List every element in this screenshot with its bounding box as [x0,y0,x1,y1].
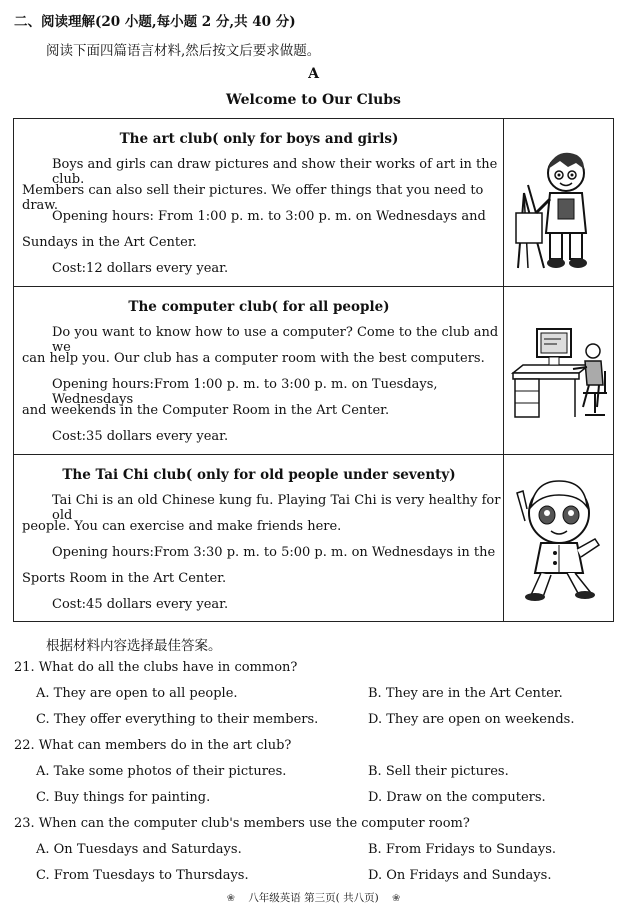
club-line: Boys and girls can draw pictures and show their works of art in the club. [52,157,498,187]
cartoon-kid-icon [504,455,613,621]
club-line: Cost:45 dollars every year. [52,597,229,612]
club-text-cell [14,119,504,286]
club-line: Opening hours:From 1:00 p. m. to 3:00 p. m. on Tuesdays, Wednesdays [52,377,438,407]
club-line: can help you. Our club has a computer room with the best computers. [22,351,485,366]
footer-text: 八年级英语 第三页( 共八页) [248,892,379,904]
club-row-art [14,119,613,287]
option-c: C. They offer everything to their members. [36,712,319,727]
flower-ornament-icon: ❀ [392,893,401,904]
questions-instruction: 根据材料内容选择最佳答案。 [46,638,222,654]
club-row-taichi [14,455,613,621]
passage-letter: A [308,66,319,82]
club-line: Members can also sell their pictures. We offer things that you need to draw. [22,183,484,213]
option-a: A. Take some photos of their pictures. [36,764,287,779]
club-title: The computer club( for all people) [128,299,390,315]
club-line: Do you want to know how to use a computer? Come to the club and we [52,325,499,355]
question-stem: 21. What do all the clubs have in common? [14,660,298,675]
option-b: B. Sell their pictures. [368,764,509,779]
club-line: Opening hours:From 3:30 p. m. to 5:00 p. m. on Wednesdays in the [52,545,496,560]
page-footer [0,890,627,905]
club-title: The art club( only for boys and girls) [119,131,399,147]
section-instruction: 阅读下面四篇语言材料,然后按文后要求做题。 [46,43,321,59]
club-line: Sundays in the Art Center. [22,235,197,250]
question-stem: 22. What can members do in the art club? [14,738,292,753]
option-d: D. They are open on weekends. [368,712,575,727]
club-line: Cost:35 dollars every year. [52,429,229,444]
club-line: Cost:12 dollars every year. [52,261,229,276]
option-a: A. On Tuesdays and Saturdays. [36,842,242,857]
club-line: and weekends in the Computer Room in the Art Center. [22,403,390,418]
club-line: Sports Room in the Art Center. [22,571,227,586]
option-d: D. Draw on the computers. [368,790,546,805]
computer-desk-icon [504,287,613,454]
question-stem: 23. When can the computer club's members use the computer room? [14,816,470,831]
option-b: B. From Fridays to Sundays. [368,842,557,857]
club-text-cell [14,287,504,454]
option-b: B. They are in the Art Center. [368,686,563,701]
club-line: people. You can exercise and make friends here. [22,519,342,534]
club-text-cell [14,455,504,621]
flower-ornament-icon: ❀ [226,893,235,904]
club-title: The Tai Chi club( only for old people under seventy) [62,467,456,483]
option-a: A. They are open to all people. [36,686,238,701]
option-c: C. Buy things for painting. [36,790,211,805]
club-line: Tai Chi is an old Chinese kung fu. Playing Tai Chi is very healthy for old [52,493,501,523]
boy-painting-icon [504,119,613,286]
option-d: D. On Fridays and Sundays. [368,868,552,883]
option-c: C. From Tuesdays to Thursdays. [36,868,249,883]
section-heading: 二、阅读理解(20 小题,每小题 2 分,共 40 分) [14,14,296,30]
passage-title: Welcome to Our Clubs [226,92,401,108]
club-row-computer [14,287,613,455]
clubs-table [13,118,614,622]
club-line: Opening hours: From 1:00 p. m. to 3:00 p. m. on Wednesdays and [52,209,486,224]
